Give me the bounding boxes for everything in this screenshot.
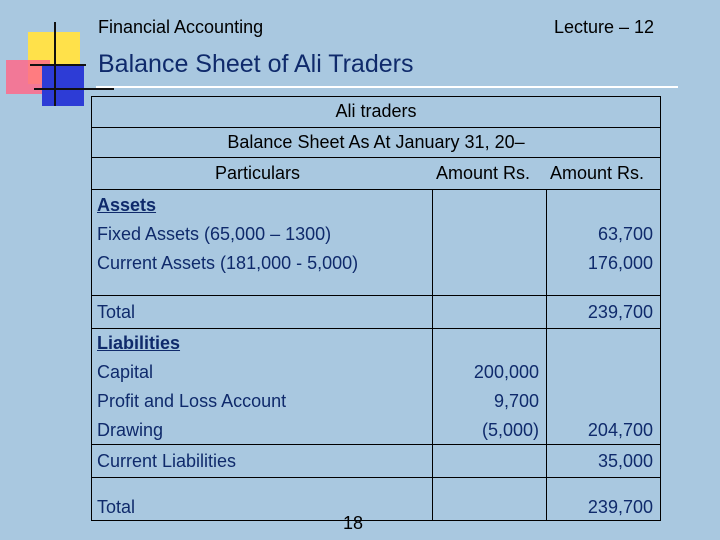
header-particulars: Particulars	[215, 163, 301, 183]
capital-label: Capital	[97, 362, 154, 382]
assets-heading: Assets	[97, 195, 157, 215]
total2-particulars-cell	[91, 477, 433, 521]
header-amount-1: Amount Rs.	[436, 163, 531, 183]
company-name: Ali traders	[335, 101, 417, 121]
drawing-amount: (5,000)	[481, 420, 539, 440]
liabilities-heading: Liabilities	[97, 333, 181, 353]
total-assets-amount: 239,700	[587, 302, 653, 322]
logo-line	[34, 88, 114, 90]
total-liabilities-label: Total	[97, 497, 136, 517]
total1-particulars-cell	[91, 295, 433, 329]
fixed-assets-amount: 63,700	[597, 224, 653, 244]
total-assets-label: Total	[97, 302, 136, 322]
fixed-assets-label: Fixed Assets (65,000 – 1300)	[97, 224, 332, 244]
course-title: Financial Accounting	[98, 17, 264, 37]
current-assets-amount: 176,000	[587, 253, 653, 273]
current-liabilities-label: Current Liabilities	[97, 451, 237, 471]
capital-amount: 200,000	[473, 362, 539, 382]
total-liabilities-amount: 239,700	[587, 497, 653, 517]
total2-amount1-cell	[432, 477, 547, 521]
header-amount-2: Amount Rs.	[550, 163, 645, 183]
profit-loss-amount: 9,700	[493, 391, 539, 411]
drawing-label: Drawing	[97, 420, 164, 440]
page-title: Balance Sheet of Ali Traders	[98, 50, 414, 78]
assets-amount1-cell	[432, 189, 547, 296]
current-assets-label: Current Assets (181,000 - 5,000)	[97, 253, 359, 273]
title-divider	[96, 86, 678, 88]
lecture-number: Lecture – 12	[554, 17, 655, 37]
current-liab-amount1-cell	[432, 444, 547, 478]
sheet-subtitle: Balance Sheet As At January 31, 20–	[227, 132, 525, 152]
page-number: 18	[343, 513, 364, 533]
total1-amount1-cell	[432, 295, 547, 329]
profit-loss-label: Profit and Loss Account	[97, 391, 287, 411]
equity-total-amount: 204,700	[587, 420, 653, 440]
logo-line	[30, 64, 86, 66]
current-liabilities-amount: 35,000	[597, 451, 653, 471]
logo-blue-square	[42, 64, 84, 106]
